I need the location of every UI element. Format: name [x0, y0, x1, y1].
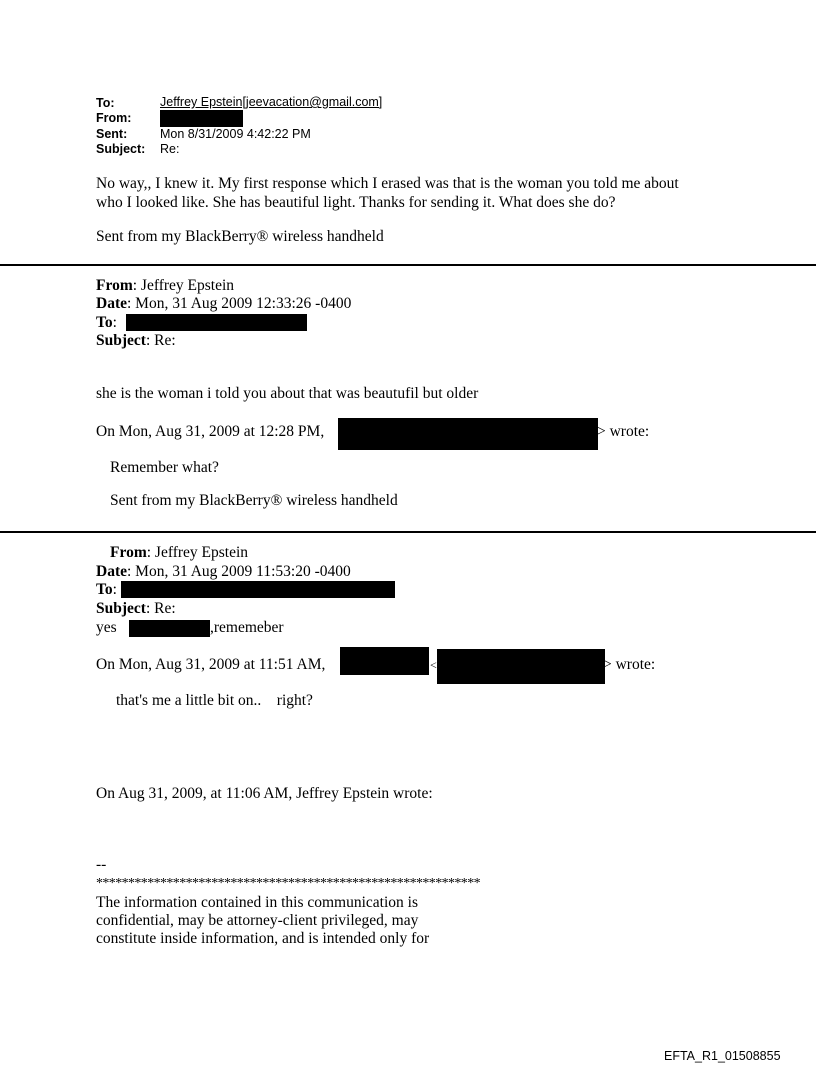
- divider: [0, 531, 816, 533]
- quoted-signature: Sent from my BlackBerry® wireless handheld: [110, 492, 398, 509]
- bates-number: EFTA_R1_01508855: [664, 1049, 781, 1063]
- quote-lt: <: [430, 658, 437, 672]
- from-line: From: Jeffrey Epstein: [110, 544, 249, 561]
- subject-line: Subject: Re:: [96, 332, 176, 349]
- disclaimer-line: The information contained in this communication is: [96, 894, 418, 911]
- subject-label: Subject:: [96, 142, 146, 156]
- to-line: To:: [96, 314, 117, 331]
- quote-wrote: > wrote:: [603, 656, 656, 673]
- message-line: No way,, I knew it. My first response which I erased was that is the woman you told me about: [96, 175, 679, 192]
- date-line: Date: Mon, 31 Aug 2009 11:53:20 -0400: [96, 563, 351, 580]
- from-label: From:: [96, 111, 132, 125]
- to-label: To:: [96, 96, 115, 110]
- quote-wrote: > wrote:: [597, 423, 650, 440]
- redaction-block: [160, 110, 243, 127]
- separator-dashes: --: [96, 856, 107, 873]
- quoted-line: that's me a little bit on.. right?: [116, 692, 313, 709]
- sent-label: Sent:: [96, 127, 128, 141]
- body-remember: ,rememeber: [210, 619, 284, 636]
- body-yes: yes: [96, 619, 117, 636]
- quote-intro: On Mon, Aug 31, 2009 at 12:28 PM,: [96, 423, 325, 440]
- redaction-block: [437, 649, 605, 684]
- message-line: she is the woman i told you about that was beautufil but older: [96, 385, 479, 402]
- redaction-block: [129, 620, 210, 637]
- redaction-block: [126, 314, 307, 331]
- quoted-line: Remember what?: [110, 459, 219, 476]
- quote-intro: On Aug 31, 2009, at 11:06 AM, Jeffrey Epstein wrote:: [96, 785, 433, 802]
- subject-value: Re:: [160, 142, 180, 156]
- quote-intro: On Mon, Aug 31, 2009 at 11:51 AM,: [96, 656, 326, 673]
- sent-value: Mon 8/31/2009 4:42:22 PM: [160, 127, 311, 141]
- subject-line: Subject: Re:: [96, 600, 176, 617]
- redaction-block: [338, 418, 598, 450]
- from-line: From: Jeffrey Epstein: [96, 277, 235, 294]
- divider: [0, 264, 816, 266]
- disclaimer-line: constitute inside information, and is intended only for: [96, 930, 430, 947]
- disclaimer-line: confidential, may be attorney-client privileged, may: [96, 912, 419, 929]
- to-line: To:: [96, 581, 117, 598]
- redaction-block: [121, 581, 395, 598]
- message-line: who I looked like. She has beautiful light. Thanks for sending it. What does she do?: [96, 194, 616, 211]
- redaction-block: [340, 647, 429, 675]
- signature: Sent from my BlackBerry® wireless handheld: [96, 228, 384, 245]
- date-line: Date: Mon, 31 Aug 2009 12:33:26 -0400: [96, 295, 352, 312]
- to-value: Jeffrey Epstein[jeevacation@gmail.com]: [160, 95, 383, 109]
- separator-stars: ************************************************************: [96, 876, 481, 891]
